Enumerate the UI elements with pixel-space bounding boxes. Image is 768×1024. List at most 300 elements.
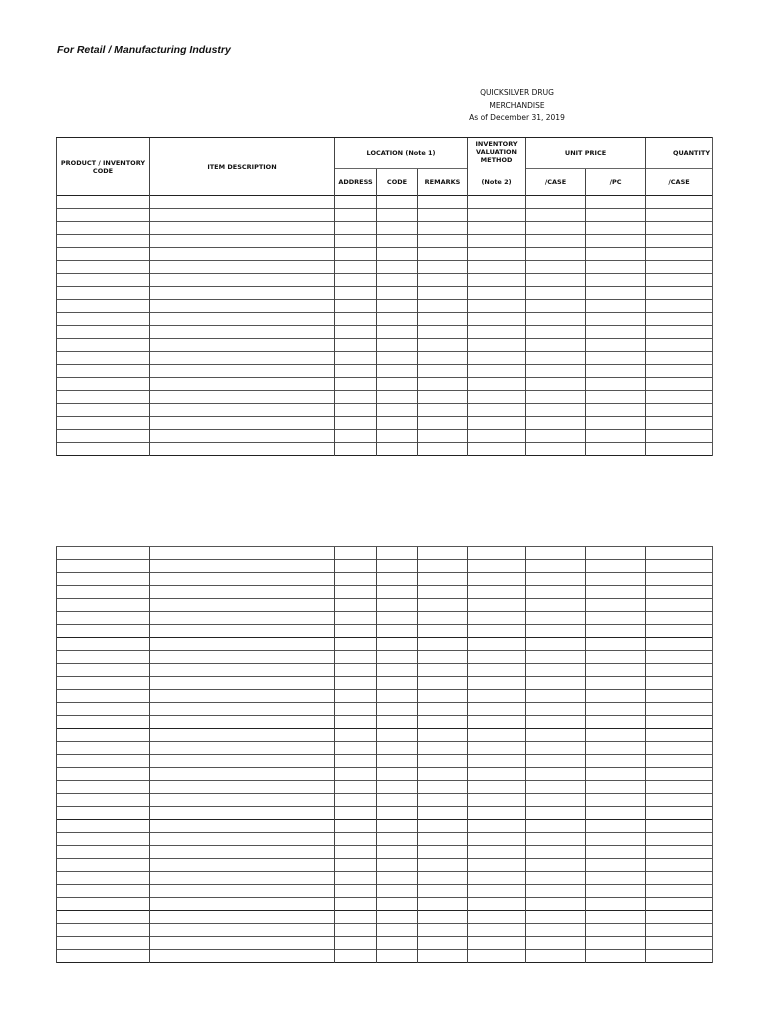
table-cell[interactable] <box>586 196 646 209</box>
table-cell[interactable] <box>377 196 418 209</box>
table-cell[interactable] <box>646 586 713 599</box>
table-cell[interactable] <box>335 768 377 781</box>
table-cell[interactable] <box>418 742 468 755</box>
table-cell[interactable] <box>526 560 586 573</box>
table-cell[interactable] <box>335 703 377 716</box>
table-cell[interactable] <box>335 898 377 911</box>
table-cell[interactable] <box>57 664 150 677</box>
table-cell[interactable] <box>57 313 150 326</box>
table-cell[interactable] <box>418 859 468 872</box>
table-cell[interactable] <box>418 248 468 261</box>
table-cell[interactable] <box>377 833 418 846</box>
table-cell[interactable] <box>526 287 586 300</box>
table-cell[interactable] <box>57 794 150 807</box>
table-cell[interactable] <box>526 781 586 794</box>
table-cell[interactable] <box>418 417 468 430</box>
table-cell[interactable] <box>57 248 150 261</box>
table-cell[interactable] <box>468 872 526 885</box>
table-cell[interactable] <box>646 716 713 729</box>
table-cell[interactable] <box>586 677 646 690</box>
table-cell[interactable] <box>377 209 418 222</box>
table-cell[interactable] <box>468 547 526 560</box>
table-cell[interactable] <box>646 638 713 651</box>
table-cell[interactable] <box>646 547 713 560</box>
table-cell[interactable] <box>526 807 586 820</box>
table-cell[interactable] <box>418 677 468 690</box>
table-cell[interactable] <box>377 638 418 651</box>
table-cell[interactable] <box>418 898 468 911</box>
table-cell[interactable] <box>646 742 713 755</box>
table-cell[interactable] <box>335 196 377 209</box>
table-cell[interactable] <box>586 430 646 443</box>
table-cell[interactable] <box>150 404 335 417</box>
table-cell[interactable] <box>468 404 526 417</box>
table-cell[interactable] <box>150 703 335 716</box>
table-cell[interactable] <box>335 625 377 638</box>
table-cell[interactable] <box>586 261 646 274</box>
table-cell[interactable] <box>646 729 713 742</box>
table-cell[interactable] <box>526 586 586 599</box>
table-cell[interactable] <box>418 287 468 300</box>
table-cell[interactable] <box>468 326 526 339</box>
table-cell[interactable] <box>150 261 335 274</box>
table-cell[interactable] <box>646 690 713 703</box>
table-cell[interactable] <box>526 209 586 222</box>
table-cell[interactable] <box>468 859 526 872</box>
table-cell[interactable] <box>377 872 418 885</box>
table-cell[interactable] <box>57 586 150 599</box>
table-cell[interactable] <box>526 820 586 833</box>
table-cell[interactable] <box>586 651 646 664</box>
table-cell[interactable] <box>586 300 646 313</box>
table-cell[interactable] <box>335 599 377 612</box>
table-cell[interactable] <box>150 339 335 352</box>
table-cell[interactable] <box>335 586 377 599</box>
table-cell[interactable] <box>418 339 468 352</box>
table-cell[interactable] <box>57 781 150 794</box>
table-cell[interactable] <box>468 586 526 599</box>
table-cell[interactable] <box>57 898 150 911</box>
table-cell[interactable] <box>646 560 713 573</box>
table-cell[interactable] <box>57 365 150 378</box>
table-cell[interactable] <box>57 209 150 222</box>
table-cell[interactable] <box>586 248 646 261</box>
table-cell[interactable] <box>526 352 586 365</box>
table-cell[interactable] <box>646 820 713 833</box>
table-cell[interactable] <box>150 417 335 430</box>
table-cell[interactable] <box>150 937 335 950</box>
table-cell[interactable] <box>57 729 150 742</box>
table-cell[interactable] <box>335 911 377 924</box>
table-cell[interactable] <box>150 573 335 586</box>
table-cell[interactable] <box>335 222 377 235</box>
table-cell[interactable] <box>335 924 377 937</box>
table-cell[interactable] <box>646 352 713 365</box>
table-cell[interactable] <box>646 755 713 768</box>
table-cell[interactable] <box>335 833 377 846</box>
table-cell[interactable] <box>646 924 713 937</box>
table-cell[interactable] <box>57 560 150 573</box>
table-cell[interactable] <box>377 573 418 586</box>
table-cell[interactable] <box>57 417 150 430</box>
table-cell[interactable] <box>586 729 646 742</box>
table-cell[interactable] <box>57 391 150 404</box>
table-cell[interactable] <box>377 339 418 352</box>
table-cell[interactable] <box>57 599 150 612</box>
table-cell[interactable] <box>468 612 526 625</box>
table-cell[interactable] <box>150 872 335 885</box>
table-cell[interactable] <box>468 196 526 209</box>
table-cell[interactable] <box>150 287 335 300</box>
table-cell[interactable] <box>57 755 150 768</box>
table-cell[interactable] <box>150 209 335 222</box>
table-cell[interactable] <box>377 391 418 404</box>
table-cell[interactable] <box>526 300 586 313</box>
table-cell[interactable] <box>468 248 526 261</box>
table-cell[interactable] <box>468 911 526 924</box>
table-cell[interactable] <box>586 586 646 599</box>
table-cell[interactable] <box>468 625 526 638</box>
table-cell[interactable] <box>150 716 335 729</box>
table-cell[interactable] <box>150 833 335 846</box>
table-cell[interactable] <box>150 768 335 781</box>
table-cell[interactable] <box>335 404 377 417</box>
table-cell[interactable] <box>150 599 335 612</box>
table-cell[interactable] <box>526 833 586 846</box>
table-cell[interactable] <box>377 404 418 417</box>
table-cell[interactable] <box>418 885 468 898</box>
table-cell[interactable] <box>335 950 377 963</box>
table-cell[interactable] <box>526 690 586 703</box>
table-cell[interactable] <box>586 833 646 846</box>
table-cell[interactable] <box>418 560 468 573</box>
table-cell[interactable] <box>526 313 586 326</box>
table-cell[interactable] <box>150 196 335 209</box>
table-cell[interactable] <box>526 417 586 430</box>
table-cell[interactable] <box>150 560 335 573</box>
table-cell[interactable] <box>646 807 713 820</box>
table-cell[interactable] <box>377 612 418 625</box>
table-cell[interactable] <box>335 339 377 352</box>
table-cell[interactable] <box>57 846 150 859</box>
table-cell[interactable] <box>646 313 713 326</box>
table-cell[interactable] <box>150 313 335 326</box>
table-cell[interactable] <box>526 950 586 963</box>
table-cell[interactable] <box>335 560 377 573</box>
table-cell[interactable] <box>468 599 526 612</box>
table-cell[interactable] <box>646 885 713 898</box>
table-cell[interactable] <box>377 586 418 599</box>
table-cell[interactable] <box>150 378 335 391</box>
table-cell[interactable] <box>586 326 646 339</box>
table-cell[interactable] <box>377 664 418 677</box>
table-cell[interactable] <box>586 391 646 404</box>
table-cell[interactable] <box>418 573 468 586</box>
table-cell[interactable] <box>377 599 418 612</box>
table-cell[interactable] <box>526 443 586 456</box>
table-cell[interactable] <box>418 599 468 612</box>
table-cell[interactable] <box>150 729 335 742</box>
table-cell[interactable] <box>418 950 468 963</box>
table-cell[interactable] <box>377 742 418 755</box>
table-cell[interactable] <box>646 196 713 209</box>
table-cell[interactable] <box>418 261 468 274</box>
table-cell[interactable] <box>377 768 418 781</box>
table-cell[interactable] <box>526 391 586 404</box>
table-cell[interactable] <box>335 846 377 859</box>
table-cell[interactable] <box>526 664 586 677</box>
table-cell[interactable] <box>150 950 335 963</box>
table-cell[interactable] <box>468 781 526 794</box>
table-cell[interactable] <box>377 937 418 950</box>
table-cell[interactable] <box>526 638 586 651</box>
table-cell[interactable] <box>526 768 586 781</box>
table-cell[interactable] <box>526 326 586 339</box>
table-cell[interactable] <box>526 378 586 391</box>
table-cell[interactable] <box>150 781 335 794</box>
table-cell[interactable] <box>150 846 335 859</box>
table-cell[interactable] <box>57 573 150 586</box>
table-cell[interactable] <box>57 352 150 365</box>
table-cell[interactable] <box>418 651 468 664</box>
table-cell[interactable] <box>418 729 468 742</box>
table-cell[interactable] <box>468 703 526 716</box>
table-cell[interactable] <box>418 872 468 885</box>
table-cell[interactable] <box>526 937 586 950</box>
table-cell[interactable] <box>646 846 713 859</box>
table-cell[interactable] <box>646 937 713 950</box>
table-cell[interactable] <box>526 794 586 807</box>
table-cell[interactable] <box>150 924 335 937</box>
table-cell[interactable] <box>526 222 586 235</box>
table-cell[interactable] <box>468 235 526 248</box>
table-cell[interactable] <box>335 677 377 690</box>
table-cell[interactable] <box>150 898 335 911</box>
table-cell[interactable] <box>335 820 377 833</box>
table-cell[interactable] <box>57 950 150 963</box>
table-cell[interactable] <box>335 261 377 274</box>
table-cell[interactable] <box>586 885 646 898</box>
table-cell[interactable] <box>586 859 646 872</box>
table-cell[interactable] <box>377 716 418 729</box>
table-cell[interactable] <box>150 755 335 768</box>
table-cell[interactable] <box>468 443 526 456</box>
table-cell[interactable] <box>586 612 646 625</box>
table-cell[interactable] <box>526 729 586 742</box>
table-cell[interactable] <box>418 768 468 781</box>
table-cell[interactable] <box>646 898 713 911</box>
table-cell[interactable] <box>646 625 713 638</box>
table-cell[interactable] <box>586 664 646 677</box>
table-cell[interactable] <box>150 586 335 599</box>
table-cell[interactable] <box>150 300 335 313</box>
table-cell[interactable] <box>377 326 418 339</box>
table-cell[interactable] <box>57 274 150 287</box>
table-cell[interactable] <box>335 742 377 755</box>
table-cell[interactable] <box>418 300 468 313</box>
table-cell[interactable] <box>150 638 335 651</box>
table-cell[interactable] <box>335 729 377 742</box>
table-cell[interactable] <box>586 807 646 820</box>
table-cell[interactable] <box>335 365 377 378</box>
table-cell[interactable] <box>586 716 646 729</box>
table-cell[interactable] <box>418 326 468 339</box>
table-cell[interactable] <box>57 430 150 443</box>
table-cell[interactable] <box>418 365 468 378</box>
table-cell[interactable] <box>526 274 586 287</box>
table-cell[interactable] <box>418 755 468 768</box>
table-cell[interactable] <box>526 677 586 690</box>
table-cell[interactable] <box>150 365 335 378</box>
table-cell[interactable] <box>335 313 377 326</box>
table-cell[interactable] <box>335 352 377 365</box>
table-cell[interactable] <box>586 690 646 703</box>
table-cell[interactable] <box>526 365 586 378</box>
table-cell[interactable] <box>526 924 586 937</box>
table-cell[interactable] <box>646 950 713 963</box>
table-cell[interactable] <box>335 690 377 703</box>
table-cell[interactable] <box>418 209 468 222</box>
table-cell[interactable] <box>586 703 646 716</box>
table-cell[interactable] <box>57 716 150 729</box>
table-cell[interactable] <box>586 625 646 638</box>
table-cell[interactable] <box>150 677 335 690</box>
table-cell[interactable] <box>335 755 377 768</box>
table-cell[interactable] <box>646 235 713 248</box>
table-cell[interactable] <box>57 235 150 248</box>
table-cell[interactable] <box>57 768 150 781</box>
table-cell[interactable] <box>526 248 586 261</box>
table-cell[interactable] <box>468 560 526 573</box>
table-cell[interactable] <box>468 365 526 378</box>
table-cell[interactable] <box>586 768 646 781</box>
table-cell[interactable] <box>468 391 526 404</box>
table-cell[interactable] <box>335 378 377 391</box>
table-cell[interactable] <box>377 248 418 261</box>
table-cell[interactable] <box>526 235 586 248</box>
table-cell[interactable] <box>335 430 377 443</box>
table-cell[interactable] <box>57 742 150 755</box>
table-cell[interactable] <box>646 300 713 313</box>
table-cell[interactable] <box>468 430 526 443</box>
table-cell[interactable] <box>150 807 335 820</box>
table-cell[interactable] <box>418 781 468 794</box>
table-cell[interactable] <box>150 352 335 365</box>
table-cell[interactable] <box>418 391 468 404</box>
table-cell[interactable] <box>418 846 468 859</box>
table-cell[interactable] <box>377 781 418 794</box>
table-cell[interactable] <box>377 794 418 807</box>
table-cell[interactable] <box>646 430 713 443</box>
table-cell[interactable] <box>335 807 377 820</box>
table-cell[interactable] <box>57 872 150 885</box>
table-cell[interactable] <box>377 625 418 638</box>
table-cell[interactable] <box>377 560 418 573</box>
table-cell[interactable] <box>586 222 646 235</box>
table-cell[interactable] <box>586 820 646 833</box>
table-cell[interactable] <box>468 339 526 352</box>
table-cell[interactable] <box>57 677 150 690</box>
table-cell[interactable] <box>646 833 713 846</box>
table-cell[interactable] <box>646 248 713 261</box>
table-cell[interactable] <box>150 690 335 703</box>
table-cell[interactable] <box>526 404 586 417</box>
table-cell[interactable] <box>526 872 586 885</box>
table-cell[interactable] <box>526 612 586 625</box>
table-cell[interactable] <box>468 729 526 742</box>
table-cell[interactable] <box>377 859 418 872</box>
table-cell[interactable] <box>646 443 713 456</box>
table-cell[interactable] <box>150 274 335 287</box>
table-cell[interactable] <box>418 937 468 950</box>
table-cell[interactable] <box>468 352 526 365</box>
table-cell[interactable] <box>418 911 468 924</box>
table-cell[interactable] <box>646 911 713 924</box>
table-cell[interactable] <box>57 287 150 300</box>
table-cell[interactable] <box>586 365 646 378</box>
table-cell[interactable] <box>57 300 150 313</box>
table-cell[interactable] <box>646 651 713 664</box>
table-cell[interactable] <box>646 378 713 391</box>
table-cell[interactable] <box>57 196 150 209</box>
table-cell[interactable] <box>468 690 526 703</box>
table-cell[interactable] <box>586 898 646 911</box>
table-cell[interactable] <box>646 261 713 274</box>
table-cell[interactable] <box>57 690 150 703</box>
table-cell[interactable] <box>646 677 713 690</box>
table-cell[interactable] <box>586 313 646 326</box>
table-cell[interactable] <box>586 443 646 456</box>
table-cell[interactable] <box>646 222 713 235</box>
table-cell[interactable] <box>526 755 586 768</box>
table-cell[interactable] <box>646 274 713 287</box>
table-cell[interactable] <box>468 950 526 963</box>
table-cell[interactable] <box>418 352 468 365</box>
table-cell[interactable] <box>150 235 335 248</box>
table-cell[interactable] <box>646 664 713 677</box>
table-cell[interactable] <box>468 898 526 911</box>
table-cell[interactable] <box>586 378 646 391</box>
table-cell[interactable] <box>468 820 526 833</box>
table-cell[interactable] <box>418 664 468 677</box>
table-cell[interactable] <box>377 651 418 664</box>
table-cell[interactable] <box>418 274 468 287</box>
table-cell[interactable] <box>377 703 418 716</box>
table-cell[interactable] <box>418 196 468 209</box>
table-cell[interactable] <box>526 651 586 664</box>
table-cell[interactable] <box>646 287 713 300</box>
table-cell[interactable] <box>586 209 646 222</box>
table-cell[interactable] <box>377 807 418 820</box>
table-cell[interactable] <box>586 638 646 651</box>
table-cell[interactable] <box>526 625 586 638</box>
table-cell[interactable] <box>646 209 713 222</box>
table-cell[interactable] <box>335 937 377 950</box>
table-cell[interactable] <box>468 222 526 235</box>
table-cell[interactable] <box>377 950 418 963</box>
table-cell[interactable] <box>468 742 526 755</box>
table-cell[interactable] <box>377 274 418 287</box>
table-cell[interactable] <box>377 261 418 274</box>
table-cell[interactable] <box>468 274 526 287</box>
table-cell[interactable] <box>335 885 377 898</box>
table-cell[interactable] <box>646 859 713 872</box>
table-cell[interactable] <box>468 651 526 664</box>
table-cell[interactable] <box>377 911 418 924</box>
table-cell[interactable] <box>150 664 335 677</box>
table-cell[interactable] <box>418 547 468 560</box>
table-cell[interactable] <box>377 820 418 833</box>
